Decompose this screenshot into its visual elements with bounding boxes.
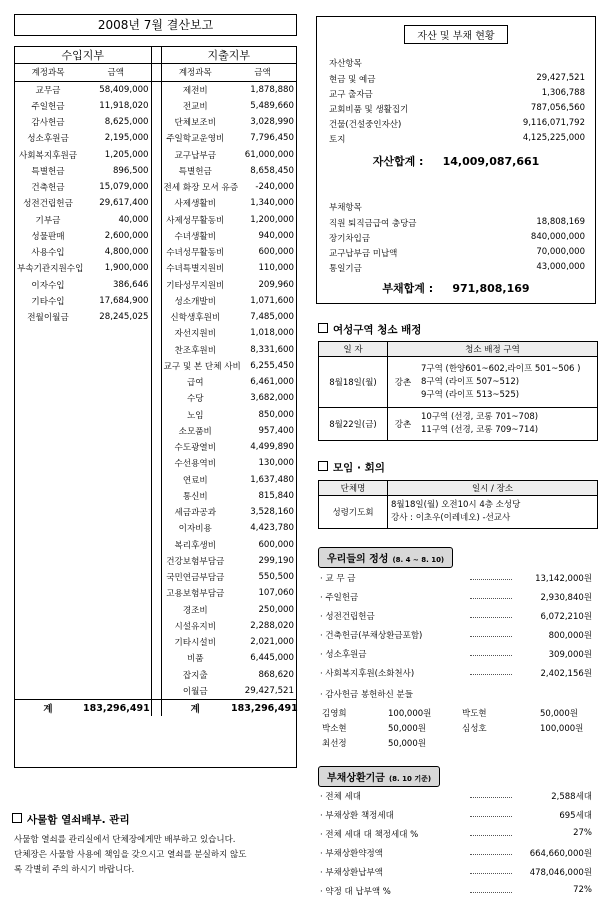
income-amount bbox=[81, 342, 151, 358]
ledger-row bbox=[15, 98, 296, 114]
income-amount bbox=[81, 683, 151, 700]
expense-account: 급여 bbox=[186, 378, 204, 389]
ledger-row bbox=[15, 504, 296, 520]
income-account: 교무금 bbox=[35, 85, 61, 96]
expense-amount: 29,427,521 bbox=[244, 685, 294, 696]
donor-amount: 100,000원 bbox=[388, 709, 432, 719]
income-total-label: 계 bbox=[15, 700, 81, 717]
ledger-row bbox=[15, 537, 296, 553]
ledger-row bbox=[15, 439, 296, 455]
ledger-row bbox=[15, 390, 296, 406]
assets-box bbox=[316, 16, 596, 304]
income-account bbox=[15, 585, 81, 601]
cleaning-table: 일 자 청소 배정 구역 8월18일(월) 강촌 7구역 (한양601~602,라이프 501~506 ) 8구역 (라이프 507~512) 9구역 (라이프 513~525) 8월22일(금) 강촌 10구역 (선경, 코롱 701~708) 11구역 (선경, 코롱 709~714) bbox=[318, 341, 598, 441]
ledger-title: 2008년 7월 결산보고 bbox=[14, 14, 297, 36]
expense-account: 소모품비 bbox=[178, 426, 212, 437]
keys-title: 사물함 열쇠배부. 관리 bbox=[12, 812, 130, 827]
expense-amount: 299,190 bbox=[258, 555, 294, 566]
ledger-row bbox=[15, 407, 296, 423]
ledger-row bbox=[15, 488, 296, 504]
ledger-row bbox=[15, 472, 296, 488]
square-bullet-icon bbox=[318, 323, 328, 333]
asset-item: 교회비품 및 생활집기 787,056,560 bbox=[329, 103, 585, 115]
offering-item: · 성소후원금 309,000원 bbox=[320, 650, 592, 660]
expense-amount: 6,255,450 bbox=[250, 360, 294, 371]
income-account bbox=[15, 634, 81, 650]
expense-account: 주일학교운영비 bbox=[166, 134, 225, 145]
income-account: 이자수입 bbox=[31, 280, 65, 291]
income-amount: 28,245,025 bbox=[99, 312, 149, 323]
expense-amount: 957,400 bbox=[258, 425, 294, 436]
expense-total-label: 계 bbox=[161, 700, 229, 717]
expense-account: 통신비 bbox=[182, 491, 208, 502]
income-account bbox=[15, 342, 81, 358]
offering-item: · 성전건립헌금 6,072,210원 bbox=[320, 612, 592, 622]
ledger-row bbox=[15, 293, 296, 309]
ledger-row bbox=[15, 374, 296, 390]
income-amount bbox=[81, 358, 151, 374]
cleaning-date: 8월22일(금) bbox=[319, 408, 388, 441]
income-amount bbox=[81, 585, 151, 601]
income-account: 사회복지후원금 bbox=[18, 150, 78, 161]
income-account: 성물판매 bbox=[31, 231, 65, 242]
expense-amount: 8,331,600 bbox=[250, 344, 294, 355]
income-amount bbox=[81, 455, 151, 471]
ledger-row bbox=[15, 163, 296, 179]
income-account: 성소후원금 bbox=[27, 134, 69, 145]
donor-name: 박소현 bbox=[322, 724, 347, 734]
expense-amount: -240,000 bbox=[255, 182, 294, 193]
col-amount: 금액 bbox=[81, 64, 151, 81]
income-account bbox=[15, 472, 81, 488]
asset-section-label: 자산항목 bbox=[329, 59, 362, 69]
expense-account: 기타시설비 bbox=[174, 638, 217, 649]
income-account bbox=[15, 423, 81, 439]
debt-title: 부채상환기금 (8. 10 기준) bbox=[318, 766, 440, 787]
income-amount: 11,918,020 bbox=[99, 100, 149, 111]
assets-title: 자산 및 부채 현황 bbox=[404, 25, 507, 44]
ledger-row bbox=[15, 667, 296, 683]
income-account bbox=[15, 667, 81, 683]
expense-amount: 850,000 bbox=[258, 409, 294, 420]
liability-item: 장기차입금 840,000,000 bbox=[329, 232, 585, 244]
donor-amount: 50,000원 bbox=[388, 724, 426, 734]
expense-header: 지출지부 bbox=[207, 49, 251, 63]
expense-amount: 130,000 bbox=[258, 458, 294, 469]
income-amount bbox=[81, 602, 151, 618]
income-account bbox=[15, 602, 81, 618]
asset-item: 현금 및 예금 29,427,521 bbox=[329, 73, 585, 85]
income-amount: 1,900,000 bbox=[104, 263, 149, 274]
expense-amount: 3,028,990 bbox=[250, 117, 294, 128]
income-amount: 1,205,000 bbox=[104, 149, 149, 160]
expense-account: 찬조후원비 bbox=[174, 345, 217, 356]
expense-account: 교구납부금 bbox=[174, 150, 217, 161]
ledger-row bbox=[15, 277, 296, 293]
ledger-row bbox=[15, 683, 296, 700]
asset-total: 자산합계 : 14,009,087,661 bbox=[372, 155, 540, 168]
debt-item: · 부채상환납부액 478,046,000원 bbox=[320, 868, 592, 878]
expense-account: 수선용역비 bbox=[174, 459, 217, 470]
expense-account: 전교비 bbox=[182, 101, 208, 112]
liability-total: 부채합계 : 971,808,169 bbox=[382, 282, 530, 295]
expense-account: 수당 bbox=[186, 394, 204, 405]
ledger-row bbox=[15, 130, 296, 146]
income-amount: 386,646 bbox=[112, 279, 149, 290]
expense-account: 경조비 bbox=[182, 605, 208, 616]
expense-account: 제전비 bbox=[182, 85, 208, 96]
income-amount bbox=[81, 537, 151, 553]
income-account bbox=[15, 390, 81, 406]
expense-account: 국민연금부담금 bbox=[166, 573, 225, 584]
expense-account: 세금과공과 bbox=[174, 508, 217, 519]
donor-name: 심성호 bbox=[462, 724, 487, 734]
expense-amount: 1,637,480 bbox=[250, 474, 294, 485]
income-amount: 17,684,900 bbox=[99, 295, 149, 306]
cleaning-date: 8월18일(월) bbox=[319, 357, 388, 408]
meeting-title: 모임 · 회의 bbox=[318, 460, 385, 475]
donor-name: 박도현 bbox=[462, 709, 487, 719]
square-bullet-icon bbox=[318, 461, 328, 471]
liability-item: 직원 퇴직금급여 충당금 18,808,169 bbox=[329, 217, 585, 229]
expense-amount: 209,960 bbox=[258, 279, 294, 290]
expense-amount: 2,288,020 bbox=[250, 620, 294, 631]
income-account: 감사헌금 bbox=[31, 118, 65, 129]
income-account bbox=[15, 618, 81, 634]
income-amount bbox=[81, 634, 151, 650]
ledger-row bbox=[15, 618, 296, 634]
expense-amount: 5,489,660 bbox=[250, 100, 294, 111]
ledger-row bbox=[15, 81, 296, 98]
income-account bbox=[15, 374, 81, 390]
income-account: 건축헌금 bbox=[31, 183, 65, 194]
expense-account: 사제성무활동비 bbox=[166, 215, 225, 226]
expense-amount: 61,000,000 bbox=[244, 149, 294, 160]
debt-item: · 전체 세대 2,588세대 bbox=[320, 792, 592, 802]
income-amount: 58,409,000 bbox=[99, 84, 149, 95]
expense-amount: 6,461,000 bbox=[250, 377, 294, 388]
income-account bbox=[15, 325, 81, 341]
expense-account: 복리후생비 bbox=[174, 540, 217, 551]
liability-item: 교구납부금 미납액 70,000,000 bbox=[329, 247, 585, 259]
expense-amount: 940,000 bbox=[258, 230, 294, 241]
income-header: 수입지부 bbox=[61, 49, 105, 63]
income-amount bbox=[81, 650, 151, 666]
ledger-row bbox=[15, 423, 296, 439]
income-account bbox=[15, 569, 81, 585]
income-account bbox=[15, 650, 81, 666]
income-account bbox=[15, 553, 81, 569]
expense-account: 비품 bbox=[186, 654, 204, 665]
asset-item: 건물(건설중인자산) 9,116,071,792 bbox=[329, 118, 585, 130]
expense-amount: 6,445,000 bbox=[250, 653, 294, 664]
expense-account: 수녀성무활동비 bbox=[166, 248, 225, 259]
donor-name: 최선정 bbox=[322, 739, 347, 749]
col-account: 계정과목 bbox=[15, 64, 81, 81]
expense-amount: 3,528,160 bbox=[250, 507, 294, 518]
expense-amount: 7,796,450 bbox=[250, 133, 294, 144]
income-account bbox=[15, 537, 81, 553]
expense-account: 이자비용 bbox=[178, 524, 212, 535]
income-account bbox=[15, 358, 81, 374]
donor-amount: 50,000원 bbox=[540, 709, 578, 719]
income-amount bbox=[81, 553, 151, 569]
income-account bbox=[15, 439, 81, 455]
expense-account: 이월금 bbox=[182, 686, 208, 697]
ledger-row bbox=[15, 195, 296, 211]
expense-account: 사제생활비 bbox=[174, 199, 217, 210]
expense-account: 신학생후원비 bbox=[170, 313, 221, 324]
income-account bbox=[15, 488, 81, 504]
expense-account: 특별헌금 bbox=[178, 166, 212, 177]
offering-item: · 주일헌금 2,930,840원 bbox=[320, 593, 592, 603]
expense-amount: 1,340,000 bbox=[250, 198, 294, 209]
debt-item: · 부채상환약정액 664,660,000원 bbox=[320, 849, 592, 859]
expense-amount: 600,000 bbox=[258, 539, 294, 550]
income-account bbox=[15, 520, 81, 536]
expense-amount: 7,485,000 bbox=[250, 312, 294, 323]
expense-amount: 815,840 bbox=[258, 490, 294, 501]
income-amount bbox=[81, 504, 151, 520]
square-bullet-icon bbox=[12, 813, 22, 823]
ledger-table bbox=[14, 46, 297, 768]
liability-item: 통일기금 43,000,000 bbox=[329, 262, 585, 274]
col-account: 계정과목 bbox=[161, 64, 229, 81]
ledger-row bbox=[15, 553, 296, 569]
income-amount bbox=[81, 618, 151, 634]
ledger-row bbox=[15, 244, 296, 260]
debt-item: · 부채상환 책정세대 695세대 bbox=[320, 811, 592, 821]
income-account: 전월이월금 bbox=[27, 313, 69, 324]
income-account: 기타수입 bbox=[31, 296, 65, 307]
donor-amount: 100,000원 bbox=[540, 724, 584, 734]
income-amount bbox=[81, 374, 151, 390]
expense-account: 건강보험부담금 bbox=[166, 556, 225, 567]
income-amount: 29,617,400 bbox=[99, 198, 149, 209]
offering-item: · 건축헌금(부채상환금포함) 800,000원 bbox=[320, 631, 592, 641]
income-account bbox=[15, 504, 81, 520]
expense-account: 수녀생활비 bbox=[174, 231, 217, 242]
income-amount bbox=[81, 569, 151, 585]
ledger-row bbox=[15, 212, 296, 228]
income-amount bbox=[81, 439, 151, 455]
asset-item: 교구 출자금 1,306,788 bbox=[329, 88, 585, 100]
expense-account: 교구 및 본 단체 사비 bbox=[163, 361, 241, 372]
income-amount: 15,079,000 bbox=[99, 182, 149, 193]
income-amount: 896,500 bbox=[112, 165, 149, 176]
ledger-row bbox=[15, 520, 296, 536]
expense-amount: 868,620 bbox=[258, 669, 294, 680]
income-account bbox=[15, 407, 81, 423]
expense-account: 전세 화장 모셔 유증 bbox=[163, 183, 239, 194]
income-account: 사용수입 bbox=[31, 248, 65, 259]
ledger-row bbox=[15, 309, 296, 325]
ledger-row bbox=[15, 342, 296, 358]
expense-amount: 1,018,000 bbox=[250, 328, 294, 339]
expense-amount: 550,500 bbox=[258, 572, 294, 583]
expense-amount: 8,658,450 bbox=[250, 165, 294, 176]
cleaning-title: 여성구역 청소 배정 bbox=[318, 322, 421, 337]
expense-amount: 110,000 bbox=[258, 263, 294, 274]
income-amount bbox=[81, 325, 151, 341]
expense-amount: 1,878,880 bbox=[250, 84, 294, 95]
ledger-row bbox=[15, 634, 296, 650]
expense-account: 노임 bbox=[186, 410, 204, 421]
ledger-row bbox=[15, 179, 296, 195]
expense-account: 잡지출 bbox=[182, 670, 208, 681]
expense-account: 성소개발비 bbox=[174, 296, 217, 307]
income-amount: 40,000 bbox=[118, 214, 149, 225]
expense-amount: 1,200,000 bbox=[250, 214, 294, 225]
meeting-table: 단체명 일시 / 장소 성령기도회 8월18일(월) 오전10시 4층 소성당 강사 : 이초우(이레네오) -선교사 bbox=[318, 480, 598, 529]
expense-amount: 3,682,000 bbox=[250, 393, 294, 404]
income-total: 183,296,491 bbox=[81, 700, 151, 717]
expense-account: 수녀특별지원비 bbox=[166, 264, 225, 275]
offering-item: · 사회복지후원(소화천사) 2,402,156원 bbox=[320, 669, 592, 679]
expense-amount: 2,021,000 bbox=[250, 637, 294, 648]
expense-amount: 250,000 bbox=[258, 604, 294, 615]
income-amount bbox=[81, 488, 151, 504]
income-account: 기부금 bbox=[35, 215, 61, 226]
keys-notice: 사물함 열쇠를 관리실에서 단체장에게만 배부하고 있습니다. 단체장은 사물함 사용에 책임을 갖으시고 열쇠를 분실하지 않도 록 각별히 주의 하시기 바랍니다. bbox=[14, 835, 247, 875]
offering-item: · 교 무 금 13,142,000원 bbox=[320, 574, 592, 584]
expense-amount: 4,499,890 bbox=[250, 442, 294, 453]
income-amount: 2,195,000 bbox=[104, 133, 149, 144]
ledger-row bbox=[15, 602, 296, 618]
ledger-row bbox=[15, 260, 296, 276]
income-account: 주일헌금 bbox=[31, 101, 65, 112]
expense-account: 고용보험부담금 bbox=[166, 589, 225, 600]
income-amount bbox=[81, 520, 151, 536]
thanks-label: · 감사헌금 봉헌하신 분들 bbox=[320, 690, 413, 700]
income-account: 성전건립헌금 bbox=[23, 199, 73, 210]
asset-item: 토지 4,125,225,000 bbox=[329, 133, 585, 145]
income-amount bbox=[81, 472, 151, 488]
income-account bbox=[15, 455, 81, 471]
debt-item: · 약정 대 납부액 % 72% bbox=[320, 885, 592, 897]
income-amount: 8,625,000 bbox=[104, 117, 149, 128]
ledger-row bbox=[15, 358, 296, 374]
expense-account: 수도광열비 bbox=[174, 443, 217, 454]
income-amount bbox=[81, 407, 151, 423]
ledger-row bbox=[15, 147, 296, 163]
expense-amount: 4,423,780 bbox=[250, 523, 294, 534]
ledger-row bbox=[15, 228, 296, 244]
income-amount bbox=[81, 667, 151, 683]
ledger-total-row bbox=[15, 700, 296, 717]
expense-amount: 1,071,600 bbox=[250, 295, 294, 306]
expense-account: 자선지원비 bbox=[174, 329, 217, 340]
income-account bbox=[15, 683, 81, 700]
expense-total: 183,296,491 bbox=[229, 700, 296, 717]
col-amount: 금액 bbox=[229, 64, 296, 81]
expense-account: 시설유지비 bbox=[174, 621, 217, 632]
liability-section-label: 부채항목 bbox=[329, 203, 362, 213]
income-amount bbox=[81, 423, 151, 439]
ledger-row bbox=[15, 114, 296, 130]
offerings-title: 우리들의 정성 (8. 4 ~ 8. 10) bbox=[318, 547, 453, 568]
expense-account: 단체보조비 bbox=[174, 118, 217, 129]
debt-item: · 전체 세대 대 책정세대 % 27% bbox=[320, 828, 592, 840]
expense-amount: 600,000 bbox=[258, 247, 294, 258]
ledger-row bbox=[15, 650, 296, 666]
ledger-row bbox=[15, 325, 296, 341]
ledger-row bbox=[15, 455, 296, 471]
income-account: 특별헌금 bbox=[31, 166, 65, 177]
donor-amount: 50,000원 bbox=[388, 739, 426, 749]
ledger-row bbox=[15, 585, 296, 601]
income-amount: 4,800,000 bbox=[104, 247, 149, 258]
expense-account: 연료비 bbox=[182, 475, 208, 486]
donor-name: 김영희 bbox=[322, 709, 347, 719]
income-amount: 2,600,000 bbox=[104, 230, 149, 241]
income-account: 부속기관지원수입 bbox=[17, 264, 84, 275]
expense-amount: 107,060 bbox=[258, 588, 294, 599]
income-amount bbox=[81, 390, 151, 406]
ledger-row bbox=[15, 569, 296, 585]
expense-account: 기타성무지원비 bbox=[166, 280, 225, 291]
